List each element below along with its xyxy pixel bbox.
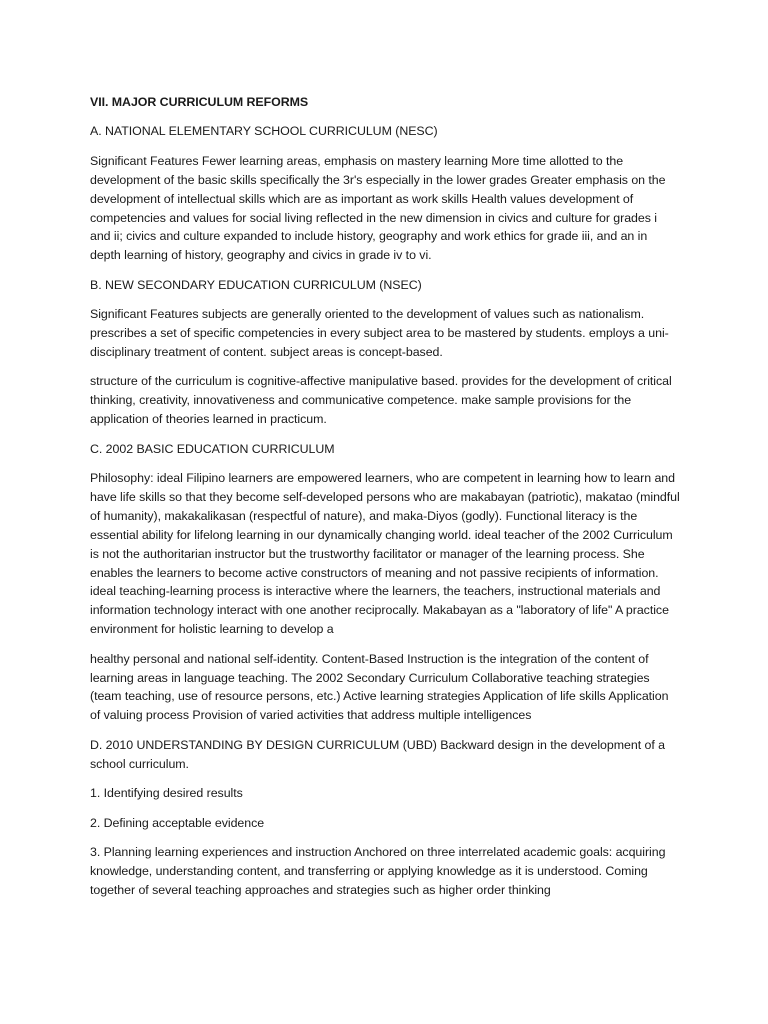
section-b-heading: B. NEW SECONDARY EDUCATION CURRICULUM (NSEC) xyxy=(90,277,422,292)
section-d-list-item: 3. Planning learning experiences and instruction Anchored on three interrelated academic goals: acquiring knowledge, understanding content, and transferring or applying knowledge as it is understood. Coming together of several teaching approaches and strategies such as higher order thinking xyxy=(90,844,666,897)
section-a-heading: A. NATIONAL ELEMENTARY SCHOOL CURRICULUM (NESC) xyxy=(90,124,438,139)
section-d-list-item: 2. Defining acceptable evidence xyxy=(90,815,265,830)
section-c-paragraph: Philosophy: ideal Filipino learners are empowered learners, who are competent in learning how to learn and have life skills so that they become self-developed persons who are makabayan (patriotic), makatao (mindful of humanity), makakalikasan (respectful of nature), and maka-Diyos (godly). Functional literacy is the essential ability for lifelong learning in our dynamically changing world. ideal teacher of the 2002 Curriculum is not the authoritarian instructor but the trustworthy facilitator or manager of the learning process. She enables the learners to become active constructors of meaning and not passive recipients of information. ideal teaching-learning process is interactive where the learners, the teachers, instructional materials and information technology interact with one another reciprocally. Makabayan as a "laboratory of life" A practice environment for holistic learning to develop a xyxy=(90,471,680,637)
section-d-list-item: 1. Identifying desired results xyxy=(90,786,243,801)
document-page xyxy=(90,93,680,910)
section-b-paragraph: Significant Features subjects are generally oriented to the development of values such as nationalism. prescribes a set of specific competencies in every subject area to be mastered by students. employs a uni-disciplinary treatment of content. subject areas is concept-based. xyxy=(90,307,669,359)
section-c-paragraph: healthy personal and national self-identity. Content-Based Instruction is the integration of the content of learning areas in language teaching. The 2002 Secondary Curriculum Collaborative teaching strategies (team teaching, use of resource persons, etc.) Active learning strategies Application of life skills Application of valuing process Provision of varied activities that address multiple intelligences xyxy=(90,651,669,723)
section-c-heading: C. 2002 BASIC EDUCATION CURRICULUM xyxy=(90,441,335,456)
section-d-heading: D. 2010 UNDERSTANDING BY DESIGN CURRICULUM (UBD) Backward design in the development of a school curriculum. xyxy=(90,737,665,771)
section-b-paragraph: structure of the curriculum is cognitive-affective manipulative based. provides for the development of critical thinking, creativity, innovativeness and communicative competence. make sample provisions for the application of theories learned in practicum. xyxy=(90,374,672,427)
section-a-paragraph: Significant Features Fewer learning areas, emphasis on mastery learning More time allotted to the development of the basic skills specifically the 3r's especially in the lower grades Greater emphasis on the development of intellectual skills which are as important as work skills Health values development of competencies and values for social living reflected in the new dimension in civics and culture for grades i and ii; civics and culture expanded to include history, geography and work ethics for grade iii, and an in depth learning of history, geography and civics in grade iv to vi. xyxy=(90,153,666,263)
document-title: VII. MAJOR CURRICULUM REFORMS xyxy=(90,95,309,109)
